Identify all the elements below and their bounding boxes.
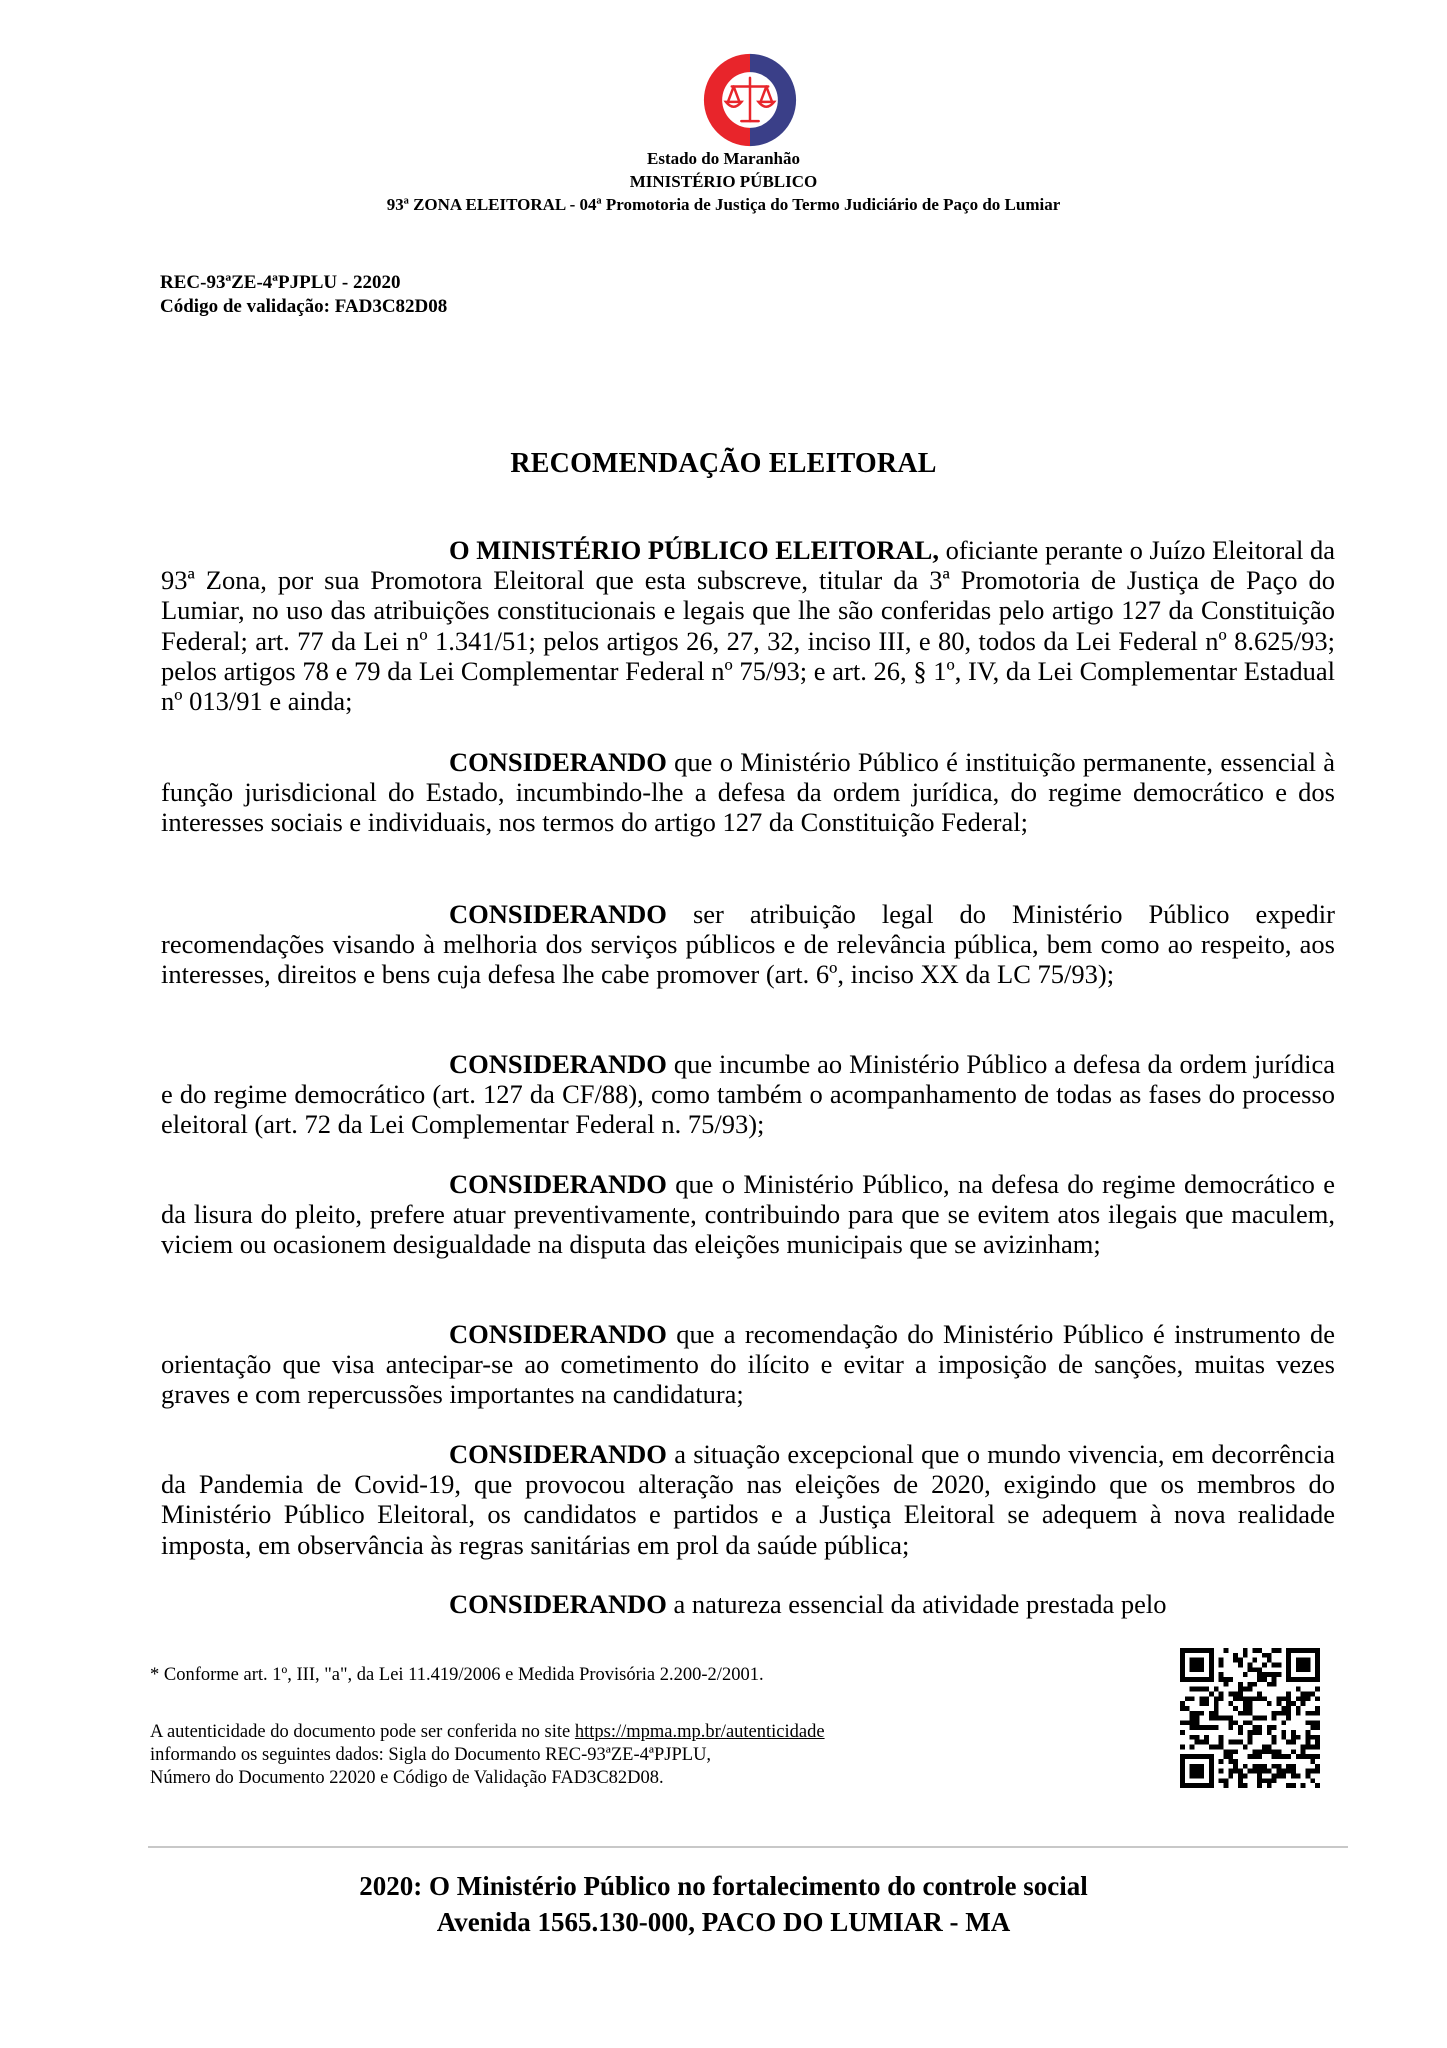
paragraph-lead: O MINISTÉRIO PÚBLICO ELEITORAL, <box>449 535 939 565</box>
paragraph-lead: CONSIDERANDO <box>449 1319 667 1349</box>
header-zone: 93ª ZONA ELEITORAL - 04ª Promotoria de Justiça do Termo Judiciário de Paço do Lumiar <box>386 195 1061 214</box>
paragraph-text: que a recomendação do Ministério Público é instrumento de orientação que visa antecipar-se ao cometimento do ilícito e evitar a imposição de sanções, muitas vezes graves e com repercussões importantes na candidatura; <box>161 1319 1335 1410</box>
validation-code: Código de validação: FAD3C82D08 <box>160 296 448 317</box>
paragraph-lead: CONSIDERANDO <box>449 1049 667 1079</box>
footer-divider <box>148 1846 1348 1848</box>
paragraph-text: a natureza essencial da atividade prestada pelo <box>666 1589 1167 1619</box>
paragraph-considerando <box>161 1049 1335 1140</box>
authenticity-link[interactable]: https://mpma.mp.br/autenticidade <box>574 1722 825 1742</box>
authenticity-line-3: Número do Documento 22020 e Código de Validação FAD3C82D08. <box>150 1768 664 1788</box>
paragraph-considerando <box>161 747 1335 838</box>
paragraph-considerando <box>161 1169 1335 1260</box>
paragraph-lead: CONSIDERANDO <box>449 1589 667 1619</box>
authenticity-line-1 <box>150 1721 825 1744</box>
paragraph-text: oficiante perante o Juízo Eleitoral da 93ª Zona, por sua Promotora Eleitoral que esta subscreve, titular da 3ª Promotoria de Justiça de Paço do Lumiar, no uso das atribuições constitucionais e legais que lhe são conferidas pelo artigo 127 da Constituição Federal; art. 77 da Lei nº 1.341/51; pelos artigos 26, 27, 32, inciso III, e 80, todos da Lei Federal nº 8.625/93; pelos artigos 78 e 79 da Lei Complementar Federal nº 75/93; e art. 26, § 1º, IV, da Lei Complementar Estadual nº 013/91 e ainda; <box>161 535 1336 717</box>
paragraph-considerando <box>161 1439 1335 1560</box>
qr-code-icon <box>1180 1648 1320 1788</box>
paragraph-lead: CONSIDERANDO <box>449 1169 667 1199</box>
mp-logo <box>702 52 798 148</box>
document-title: RECOMENDAÇÃO ELEITORAL <box>510 448 937 479</box>
paragraph-text: a situação excepcional que o mundo vivencia, em decorrência da Pandemia de Covid-19, que provocou alteração nas eleições de 2020, exigindo que os membros do Ministério Público Eleitoral, os candidatos e partidos e a Justiça Eleitoral se adequem à nova realidade imposta, em observância às regras sanitárias em prol da saúde pública; <box>161 1439 1335 1560</box>
footer-slogan: 2020: O Ministério Público no fortalecimento do controle social <box>359 1871 1088 1901</box>
paragraph-text: que incumbe ao Ministério Público a defesa da ordem jurídica e do regime democrático (art. 127 da CF/88), como também o acompanhamento de todas as fases do processo eleitoral (art. 72 da Lei Complementar Federal n. 75/93); <box>161 1049 1335 1140</box>
paragraph-lead: CONSIDERANDO <box>449 747 667 777</box>
authenticity-prefix: A autenticidade do documento pode ser conferida no site <box>150 1722 575 1742</box>
header-institution: MINISTÉRIO PÚBLICO <box>629 172 818 191</box>
paragraph-text: que o Ministério Público é instituição permanente, essencial à função jurisdicional do Estado, incumbindo-lhe a defesa da ordem jurídica, do regime democrático e dos interesses sociais e individuais, nos termos do artigo 127 da Constituição Federal; <box>161 747 1335 838</box>
footer-address: Avenida 1565.130-000, PACO DO LUMIAR - MA <box>436 1907 1011 1937</box>
paragraph-considerando <box>161 1319 1335 1410</box>
paragraph-text: que o Ministério Público, na defesa do regime democrático e da lisura do pleito, prefere atuar preventivamente, contribuindo para que se evitem atos ilegais que maculem, viciem ou ocasionem desigualdade na disputa das eleições municipais que se avizinham; <box>161 1169 1335 1260</box>
paragraph-considerando <box>161 899 1335 990</box>
paragraph-lead: CONSIDERANDO <box>449 1439 667 1469</box>
signature-note: * Conforme art. 1º, III, "a", da Lei 11.419/2006 e Medida Provisória 2.200-2/2001. <box>150 1665 764 1685</box>
header-state: Estado do Maranhão <box>646 149 801 168</box>
paragraph-text: ser atribuição legal do Ministério Público expedir recomendações visando à melhoria dos serviços públicos e de relevância pública, bem como ao respeito, aos interesses, direitos e bens cuja defesa lhe cabe promover (art. 6º, inciso XX da LC 75/93); <box>161 899 1335 990</box>
paragraph-considerando <box>161 1589 1335 1619</box>
document-number: REC-93ªZE-4ªPJPLU - 22020 <box>160 272 401 293</box>
paragraph-intro <box>161 535 1335 716</box>
authenticity-line-2: informando os seguintes dados: Sigla do Documento REC-93ªZE-4ªPJPLU, <box>150 1745 712 1765</box>
paragraph-lead: CONSIDERANDO <box>449 899 667 929</box>
